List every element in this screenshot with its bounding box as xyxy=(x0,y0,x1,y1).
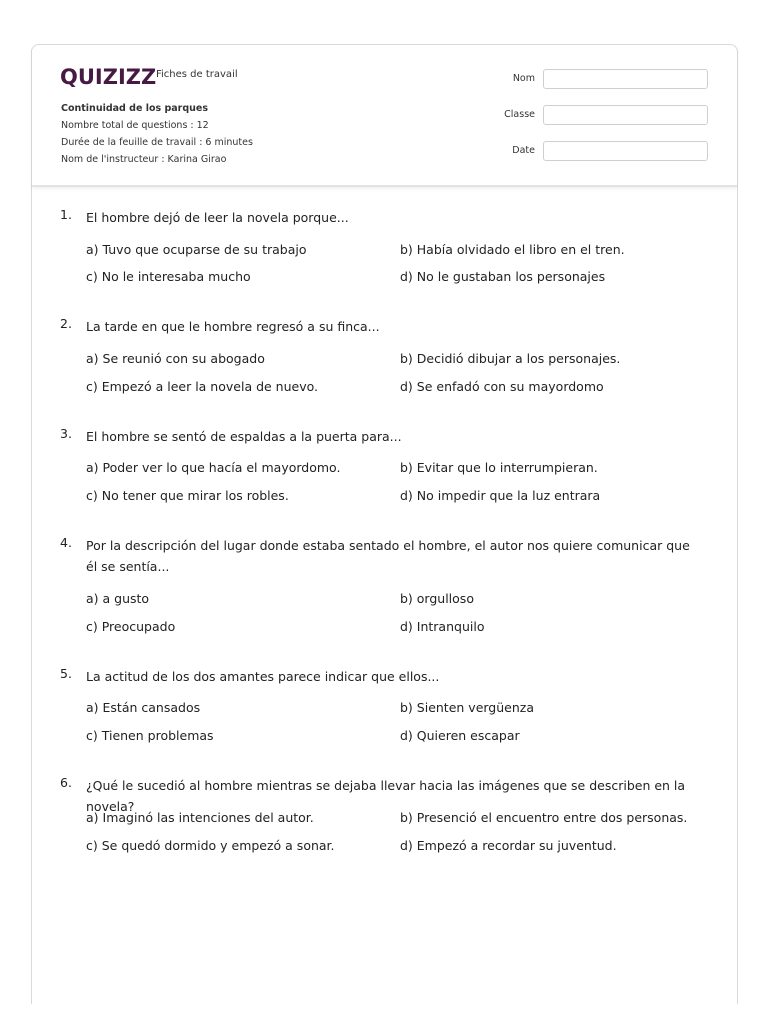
question-number: 5. xyxy=(60,666,72,681)
option-b: b) Decidió dibujar a los personajes. xyxy=(400,351,621,366)
name-field[interactable] xyxy=(543,69,708,89)
header-subtitle: Fiches de travail xyxy=(156,69,238,80)
option-b: b) Presenció el encuentro entre dos personas. xyxy=(400,810,688,825)
option-a: a) Están cansados xyxy=(86,700,201,715)
option-d: d) Quieren escapar xyxy=(400,728,520,743)
option-a: a) Poder ver lo que hacía el mayordomo. xyxy=(86,460,341,475)
question-text: El hombre dejó de leer la novela porque... xyxy=(86,210,349,225)
option-d: d) Se enfadó con su mayordomo xyxy=(400,379,604,394)
worksheet-title: Continuidad de los parques xyxy=(61,103,209,114)
question-text: ¿Qué le sucedió al hombre mientras se dejaba llevar hacia las imágenes que se describen en la novela? xyxy=(86,778,686,814)
option-b: b) Evitar que lo interrumpieran. xyxy=(400,460,598,475)
option-d: d) Empezó a recordar su juventud. xyxy=(400,838,617,853)
date-field[interactable] xyxy=(543,141,708,161)
name-label: Nom xyxy=(512,73,535,84)
question-number: 4. xyxy=(60,535,72,550)
option-c: c) Empezó a leer la novela de nuevo. xyxy=(86,379,319,394)
option-a: a) Imaginó las intenciones del autor. xyxy=(86,810,314,825)
question-text: La tarde en que le hombre regresó a su finca... xyxy=(86,319,380,334)
question-text: El hombre se sentó de espaldas a la puerta para... xyxy=(86,429,402,444)
question-number: 2. xyxy=(60,316,72,331)
option-b: b) Había olvidado el libro en el tren. xyxy=(400,242,625,257)
option-c: c) No tener que mirar los robles. xyxy=(86,488,289,503)
option-a: a) Se reunió con su abogado xyxy=(86,351,265,366)
option-c: c) No le interesaba mucho xyxy=(86,269,251,284)
option-c: c) Se quedó dormido y empezó a sonar. xyxy=(86,838,335,853)
option-d: d) No le gustaban los personajes xyxy=(400,269,606,284)
class-label: Classe xyxy=(504,109,535,120)
question-number: 1. xyxy=(60,207,72,222)
option-c: c) Preocupado xyxy=(86,619,176,634)
worksheet-duration: Durée de la feuille de travail : 6 minutes xyxy=(61,137,253,148)
option-a: a) Tuvo que ocuparse de su trabajo xyxy=(86,242,307,257)
worksheet-header xyxy=(32,45,737,187)
worksheet-meta xyxy=(61,100,253,168)
option-b: b) Sienten vergüenza xyxy=(400,700,534,715)
option-d: d) No impedir que la luz entrara xyxy=(400,488,601,503)
worksheet-page xyxy=(31,44,738,1004)
quizizz-logo: QUIZIZZ xyxy=(60,65,157,89)
option-a: a) a gusto xyxy=(86,591,150,606)
class-field[interactable] xyxy=(543,105,708,125)
question-number: 6. xyxy=(60,775,72,790)
question-text: La actitud de los dos amantes parece indicar que ellos... xyxy=(86,669,440,684)
option-b: b) orgulloso xyxy=(400,591,474,606)
option-c: c) Tienen problemas xyxy=(86,728,214,743)
question-text: Por la descripción del lugar donde estaba sentado el hombre, el autor nos quiere comunicar que él se sentía... xyxy=(86,538,690,574)
option-d: d) Intranquilo xyxy=(400,619,485,634)
total-questions: Nombre total de questions : 12 xyxy=(61,120,209,131)
instructor-name: Nom de l'instructeur : Karina Girao xyxy=(61,154,227,165)
date-label: Date xyxy=(512,145,535,156)
question-number: 3. xyxy=(60,426,72,441)
